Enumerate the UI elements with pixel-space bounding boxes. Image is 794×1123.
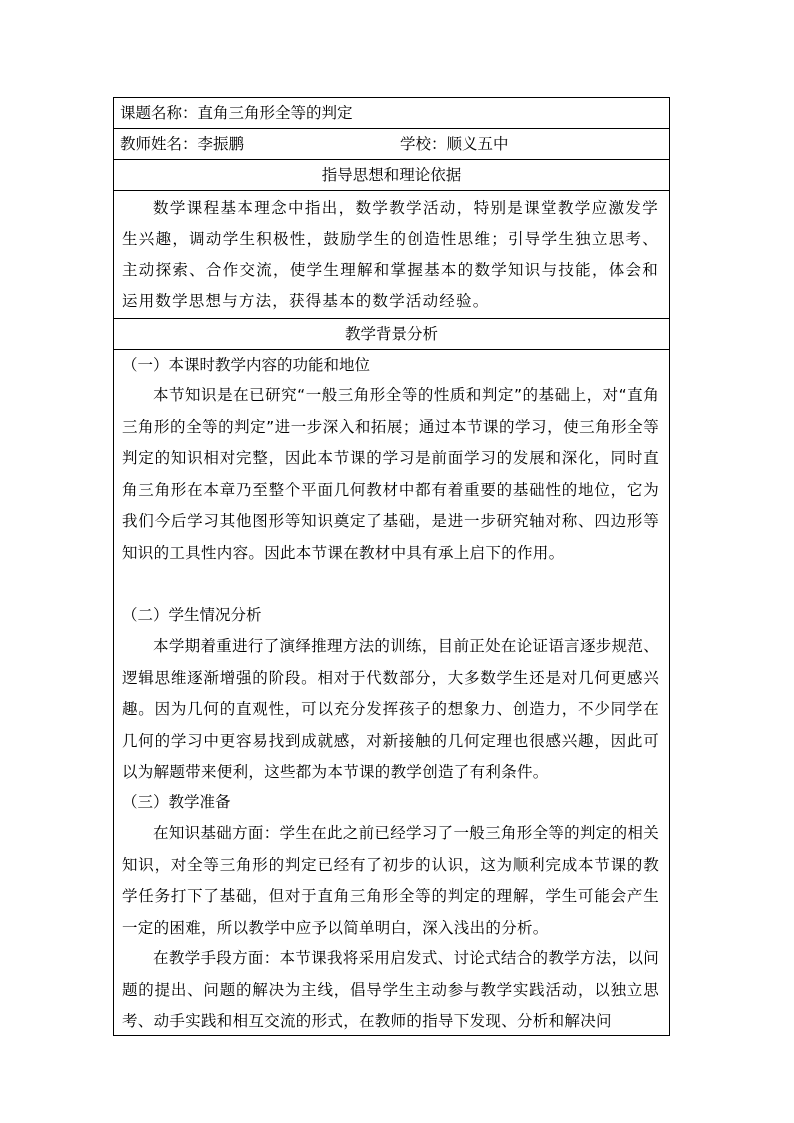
title-row [114,98,669,129]
section3-paragraph-knowledge: 在知识基础方面：学生在此之前已经学习了一般三角形全等的判定的相关知识，对全等三角形的判定已经有了初步的认识，这为顺利完成本节课的教学任务打下了基础，但对于直角三角形全等的判定的理解，学生可能会产生一定的困难，所以教学中应予以简单明白，深入浅出的分析。 [122,824,659,937]
background-heading: 教学背景分析 [344,325,438,343]
guide-heading-row [114,160,669,191]
lesson-title: 课题名称：直角三角形全等的判定 [120,104,353,122]
guide-heading: 指导思想和理论依据 [321,166,462,184]
section1-heading: （一）本课时教学内容的功能和地位 [122,356,371,374]
teacher-row [114,129,669,160]
guide-paragraph: 数学课程基本理念中指出，数学教学活动，特别是课堂教学应激发学生兴趣，调动学生积极性，鼓励学生的创造性思维；引导学生独立思考、主动探索、合作交流，使学生理解和掌握基本的数学知识与技能，体会和运用数学思想与方法，获得基本的数学活动经验。 [122,199,659,310]
section2-paragraph: 本学期着重进行了演绎推理方法的训练，目前正处在论证语言逐步规范、逻辑思维逐渐增强的阶段。相对于代数部分，大多数学生还是对几何更感兴趣。因为几何的直观性，可以充分发挥孩子的想象力、创造力，不少同学在几何的学习中更容易找到成就感，对新接触的几何定理也很感兴趣，因此可以为解题带来便利，这些都为本节课的教学创造了有利条件。 [122,637,659,781]
section2-heading: （二）学生情况分析 [122,606,262,624]
section3-paragraph-methods: 在教学手段方面：本节课我将采用启发式、讨论式结合的教学方法，以问题的提出、问题的解决为主线，倡导学生主动参与教学实践活动，以独立思考、动手实践和相互交流的形式，在教师的指导下发现、分析和解决问 [122,949,659,1030]
background-body-row [114,350,669,1035]
section1-paragraph: 本节知识是在已研究“一般三角形全等的性质和判定”的基础上，对“直角三角形的全等的判定”进一步深入和拓展；通过本节课的学习，使三角形全等判定的知识相对完整，因此本节课的学习是前面学习的发展和深化，同时直角三角形在本章乃至整个平面几何教材中都有着重要的基础性的地位，它为我们今后学习其他图形等知识奠定了基础，是进一步研究轴对称、四边形等知识的工具性内容。因此本节课在教材中具有承上启下的作用。 [122,386,659,562]
lesson-plan-table [113,97,670,1036]
section3-heading: （三）教学准备 [122,793,231,811]
teacher-name: 教师姓名：李振鹏 [120,135,245,153]
guide-body-row [114,191,669,319]
background-heading-row [114,319,669,350]
school-name: 学校：顺义五中 [400,135,509,153]
